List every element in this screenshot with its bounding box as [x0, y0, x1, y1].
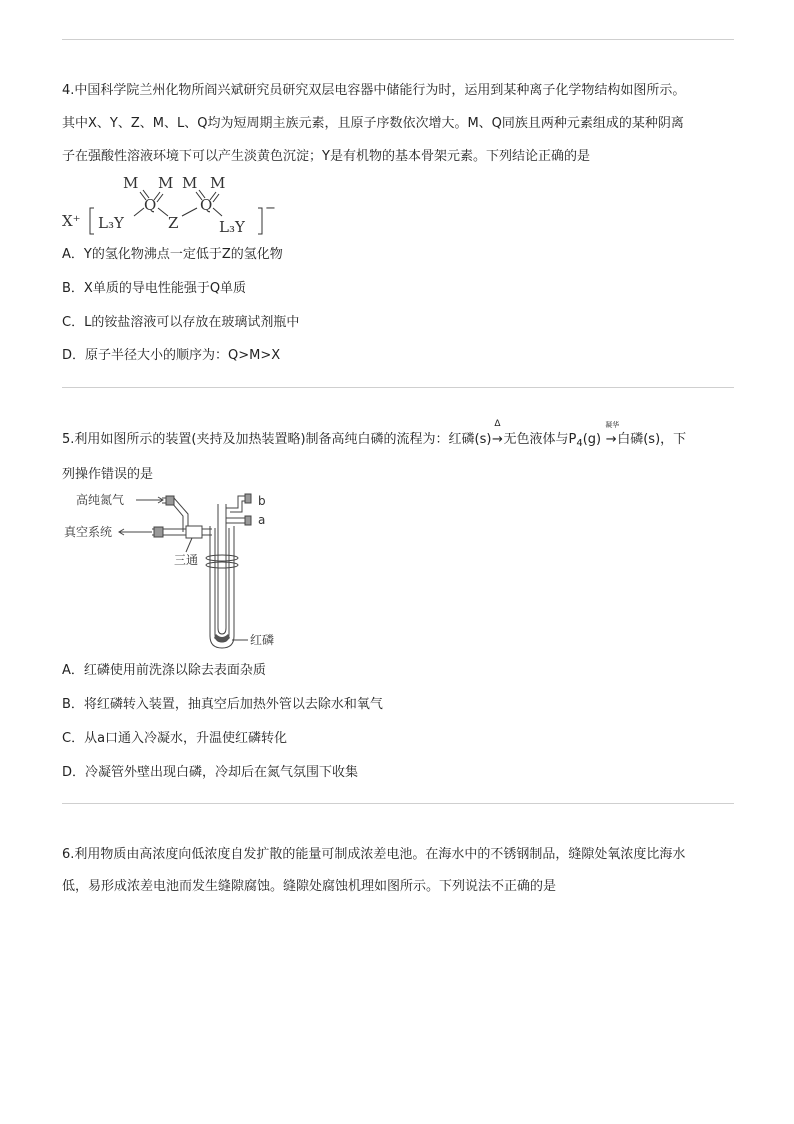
q4-structure-diagram	[60, 168, 290, 240]
label-port-b: b	[258, 494, 266, 508]
atom-m-3: M	[182, 174, 198, 192]
bracket-right	[258, 208, 262, 234]
q6-text-line-2: 低，易形成浓差电池而发生缝隙腐蚀。缝隙处腐蚀机理如图所示。下列说法不正确的是	[62, 879, 557, 894]
label-nitrogen: 高纯氮气	[76, 493, 125, 507]
label-tee: 三通	[174, 553, 199, 567]
atom-q-left: Q	[144, 196, 157, 214]
q5-line1-part-b: 无色液体与P	[503, 432, 577, 447]
atom-q-right: Q	[200, 196, 213, 214]
q4-option-a: A．Y的氢化物沸点一定低于Z的氢化物	[62, 247, 283, 262]
q5-option-b: B．将红磷转入装置，抽真空后加热外管以去除水和氧气	[62, 697, 383, 712]
q5-apparatus-diagram	[62, 488, 322, 652]
red-phosphorus-sample	[214, 634, 230, 642]
q5-text-line-2: 列操作错误的是	[62, 467, 154, 482]
heat-symbol: Δ	[494, 419, 501, 429]
q4-option-d: D．原子半径大小的顺序为：Q>M>X	[62, 348, 281, 363]
label-port-a: a	[258, 513, 266, 527]
q4-text-line-3: 子在强酸性溶液环境下可以产生淡黄色沉淀；Y是有机物的基本骨架元素。下列结论正确的是	[62, 149, 590, 164]
subscript-4: 4	[576, 438, 583, 449]
q5-line1-part-a: 5.利用如图所示的装置(夹持及加热装置略)制备高纯白磷的流程为：红磷(s)	[62, 432, 492, 447]
divider-q5-q6	[62, 803, 734, 804]
q5-option-d: D．冷凝管外壁出现白磷，冷却后在氮气氛围下收集	[62, 765, 359, 780]
group-l3y-right: L₃Y	[219, 218, 245, 236]
group-l3y-left: L₃Y	[98, 214, 124, 232]
bracket-left	[90, 208, 94, 234]
q5-line1-part-d: 白磷(s)，下	[617, 432, 687, 447]
cation-x: X⁺	[62, 212, 81, 230]
q5-line1-part-c: (g)	[582, 432, 602, 447]
q4-option-c: C．L的铵盐溶液可以存放在玻璃试剂瓶中	[62, 315, 300, 330]
sublimation-label: 凝华	[605, 421, 620, 429]
arrow-sublimation: 凝华 →	[605, 421, 620, 447]
divider-q4-q5	[62, 387, 734, 388]
atom-m-2: M	[158, 174, 174, 192]
label-red-phosphorus: 红磷	[250, 633, 275, 647]
anion-charge: −	[265, 201, 276, 216]
q5-option-a: A．红磷使用前洗涤以除去表面杂质	[62, 663, 266, 678]
atom-m-1: M	[123, 174, 139, 192]
q5-option-c: C．从a口通入冷凝水，升温使红磷转化	[62, 731, 288, 746]
divider-top	[62, 39, 734, 40]
q5-text-line-1	[62, 419, 687, 453]
q4-option-b: B．X单质的导电性能强于Q单质	[62, 281, 247, 296]
q6-text-line-1: 6.利用物质由高浓度向低浓度自发扩散的能量可制成浓差电池。在海水中的不锈钢制品，缝隙处氧浓度比海水	[62, 847, 686, 862]
q4-text-line-2: 其中X、Y、Z、M、L、Q均为短周期主族元素，且原子序数依次增大。M、Q同族且两种元素组成的某种阴离	[62, 116, 684, 131]
arrow-heat: Δ →	[492, 419, 503, 447]
atom-z: Z	[168, 214, 179, 232]
q4-text-line-1: 4.中国科学院兰州化物所阎兴斌研究员研究双层电容器中储能行为时，运用到某种离子化学物结构如图所示。	[62, 83, 686, 98]
atom-m-4: M	[210, 174, 226, 192]
label-vacuum: 真空系统	[64, 525, 113, 539]
